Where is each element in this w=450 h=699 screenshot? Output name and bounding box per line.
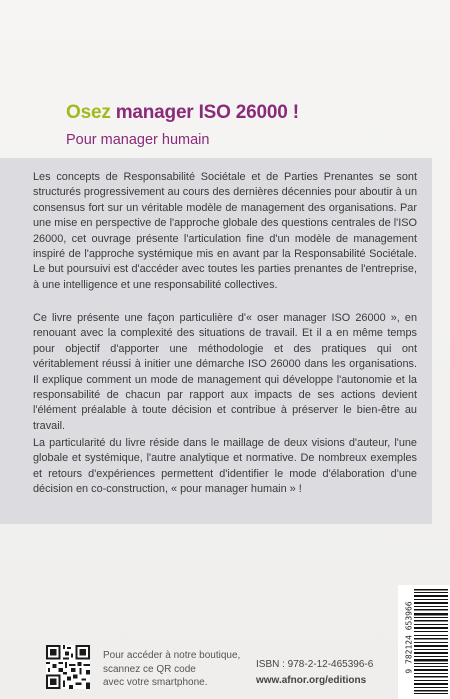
- shop-caption-line-2: scannez ce QR code: [103, 663, 196, 675]
- book-subtitle: Pour manager humain: [66, 132, 210, 148]
- book-title: [66, 102, 299, 124]
- isbn-number: ISBN : 978-2-12-465396-6: [256, 659, 374, 670]
- summary-paragraph-3: La particularité du livre réside dans le maillage de deux visions d'auteur, l'une globale et systémique, l'autre analytique et normative. De nombreux exemples et retours d'expériences permettent d'identifier le mode d'élaboration d'une décision en co-construction, « pour manager humain » !: [33, 437, 417, 496]
- shop-caption-line-3: avec votre smartphone.: [103, 677, 208, 688]
- shop-qr-caption: [103, 649, 240, 690]
- barcode-number: 9 782124 653966: [404, 601, 414, 674]
- publication-info: [256, 657, 373, 689]
- qr-code-icon[interactable]: [46, 645, 90, 689]
- title-rest: manager ISO 26000 !: [110, 102, 299, 123]
- shop-caption-line-1: Pour accéder à notre boutique,: [103, 650, 241, 661]
- summary-paragraph-1: Les concepts de Responsabilité Sociétale et de Parties Prenantes se sont structurés progressivement au cours des dernières décennies pour aboutir à un consensus fort sur un véritable modèle de management des organisations. Par une mise en perspective de l'approche globale des questions centrales de l'ISO 26000, cet ouvrage présente l'articulation fine d'un modèle de management inspiré de l'approche systémique mis en avant par la Responsabilité Sociétale. Le but poursuivi est d'accéder avec toutes les parties prenantes de l'entreprise, à une intelligence et une responsabilité collectives.: [33, 171, 417, 291]
- publisher-website-link[interactable]: www.afnor.org/editions: [256, 675, 367, 686]
- summary-paragraph-2: Ce livre présente une façon particulière d'« oser manager ISO 26000 », en renouant avec la complexité des situations de travail. Et il a en même temps pour objectif d'apporter une méthodologie et des pratiques qui ont véritablement réussi à initier une démarche ISO 26000 dans les organisations. Il explique comment un mode de management qui développe l'autonomie et la responsabilité de chacun par rapport aux impacts de ses actions devient l'élément préalable à toute décision et contribue à préserver le bien-être au travail.: [33, 312, 417, 432]
- title-accent-word: Osez: [66, 102, 111, 123]
- barcode-digits: [402, 585, 412, 695]
